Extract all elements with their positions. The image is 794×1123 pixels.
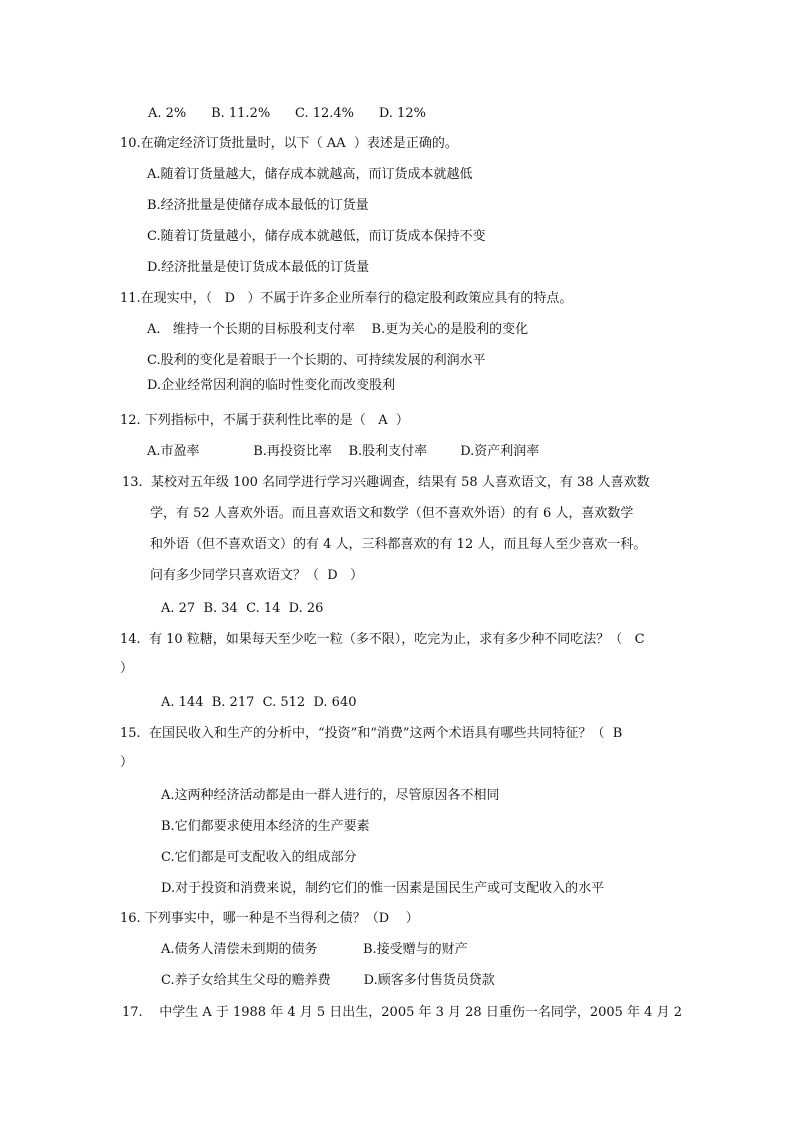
- q11-question: 11.在现实中，（ D ）不属于许多企业所奉行的稳定股利政策应具有的特点。: [120, 291, 573, 306]
- q16-options-cd: C.养子女给其生父母的赡养费 D.顾客多付售货员贷款: [161, 973, 495, 988]
- q15-option-d: D.对于投资和消费来说，制约它们的惟一因素是国民生产或可支配收入的水平: [161, 881, 605, 896]
- q13-question-line4: 问有多少同学只喜欢语文？（ D ）: [150, 568, 364, 583]
- q10-option-c: C.随着订货量越小，储存成本就越低，而订货成本保持不变: [147, 229, 486, 244]
- q10-option-b: B.经济批量是使储存成本最低的订货量: [147, 198, 369, 213]
- q13-question-line2: 学，有 52 人喜欢外语。而且喜欢语文和数学（但不喜欢外语）的有 6 人，喜欢数学: [150, 506, 634, 521]
- q9-options: A. 2% B. 11.2% C. 12.4% D. 12%: [148, 106, 426, 121]
- q16-options-ab: A.债务人清偿未到期的债务 B.接受赠与的财产: [161, 942, 468, 957]
- q15-option-c: C.它们都是可支配收入的组成部分: [161, 850, 357, 865]
- q13-options: A. 27 B. 34 C. 14 D. 26: [161, 601, 324, 616]
- q13-question-line1: 13. 某校对五年级 100 名同学进行学习兴趣调查，结果有 58 人喜欢语文，有 38 人喜欢数: [122, 475, 650, 490]
- q11-option-c: C.股利的变化是着眼于一个长期的、可持续发展的利润水平: [147, 353, 486, 368]
- q15-question-line2: ）: [120, 755, 134, 770]
- q11-options-ab: A. 维持一个长期的目标股利支付率 B.更为关心的是股利的变化: [147, 322, 529, 337]
- q17-question: 17. 中学生 A 于 1988 年 4 月 5 日出生，2005 年 3 月 28 日重伤一名同学，2005 年 4 月 2: [122, 1005, 682, 1020]
- q14-question-line2: ）: [120, 661, 134, 676]
- q10-question: 10.在确定经济订货批量时，以下（ AA ）表述是正确的。: [120, 136, 458, 151]
- q15-question-line1: 15. 在国民收入和生产的分析中，“投资”和“消费”这两个术语具有哪些共同特征？（ B: [120, 726, 623, 741]
- q10-option-d: D.经济批量是使订货成本最低的订货量: [147, 260, 370, 275]
- q12-options: A.市盈率 B.再投资比率 B.股利支付率 D.资产利润率: [147, 444, 540, 459]
- q15-option-b: B.它们都要求使用本经济的生产要素: [161, 819, 370, 834]
- q13-question-line3: 和外语（但不喜欢语文）的有 4 人，三科都喜欢的有 12 人，而且每人至少喜欢一科。: [150, 537, 647, 552]
- q16-question: 16. 下列事实中，哪一种是不当得利之债？（D ）: [120, 911, 419, 926]
- q11-option-d: D.企业经常因利润的临时性变化而改变股利: [147, 378, 396, 393]
- q12-question: 12. 下列指标中，不属于获利性比率的是（ A ）: [120, 413, 409, 428]
- q15-option-a: A.这两种经济活动都是由一群人进行的，尽管原因各不相同: [161, 788, 500, 803]
- q10-option-a: A.随着订货量越大，储存成本就越高，而订货成本就越低: [147, 167, 473, 182]
- q14-question-line1: 14. 有 10 粒糖，如果每天至少吃一粒（多不限），吃完为止，求有多少种不同吃法？（ C: [120, 632, 645, 647]
- q14-options: A. 144 B. 217 C. 512 D. 640: [161, 695, 357, 710]
